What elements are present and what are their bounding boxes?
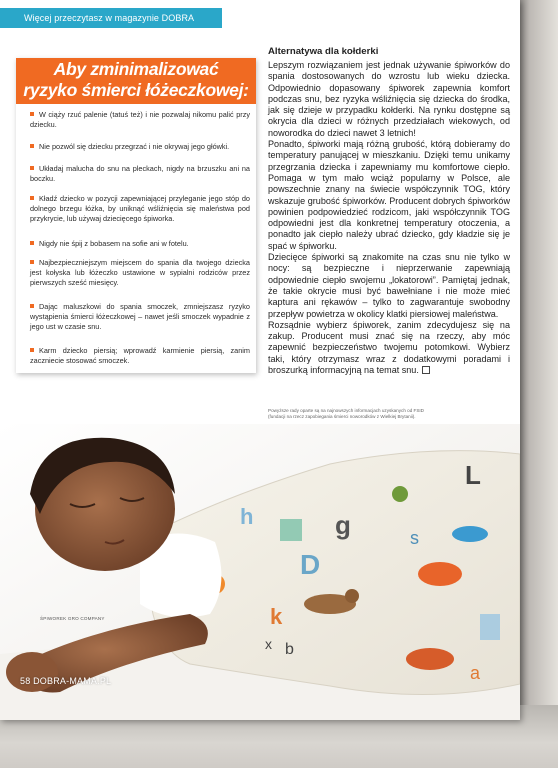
bullet-icon	[30, 348, 34, 352]
article-paragraph	[268, 320, 510, 376]
article-paragraph: Lepszym rozwiązaniem jest jednak używanie śpiworków do spania dostosowanych do wzrostu lub wieku dziecka. Odpowiednio dopasowany śpiworek zapewnia komfort podczas snu, bez ryzyka wśliźnięcia się dziecka do środka, jak się dzieje w przypadku kołderki. Na rynku dostępne są okrycia dla dzieci w różnych przedziałach wiekowych, od noworodka do dzieci nawet 3 letnich!	[268, 60, 510, 138]
end-of-article-icon	[422, 366, 430, 374]
tip-item	[30, 142, 250, 152]
tip-text: Układaj malucha do snu na pleckach, nigdy na brzuszku ani na boczku.	[30, 164, 250, 184]
tip-text: W ciąży rzuć palenie (tatuś też) i nie pozwalaj nikomu palić przy dziecku.	[30, 110, 250, 130]
sack-letter: L	[465, 460, 481, 490]
print-block-icon	[280, 519, 302, 541]
tip-item	[30, 239, 250, 249]
article-column	[268, 46, 510, 376]
sack-letter: k	[270, 604, 283, 629]
sack-letter: g	[335, 510, 351, 540]
tip-text: Kładź dziecko w pozycji zapewniającej przyleganie jego stóp do dolnego brzegu łóżka, by uniknąć wśliźnięcia się maleństwa pod przykrycie, lub używaj dziecięcego śpiworka.	[30, 194, 250, 224]
bullet-icon	[30, 241, 34, 245]
article-heading: Alternatywa dla kołderki	[268, 46, 379, 57]
bullet-icon	[30, 260, 34, 264]
tip-text: Najbezpieczniejszym miejscem do spania dla twojego dziecka jest kołyska lub łóżeczko ustawione w sypialni rodziców przez pierwszych sześć miesięcy.	[30, 258, 250, 288]
article-paragraph: Dziecięce śpiworki są znakomite na czas snu nie tylko w nocy: są bezpieczne i nieprzerwanie zapewniają odpowiednie ciepło swojemu „lokatorowi”. Pamiętaj jednak, że takie okrycie musi być bawełniane i nie może mieć kaptura ani rękawów – tylko to zagwarantuje swobodny przepływ powietrza w okolicy klatki piersiowej maleństwa.	[268, 252, 510, 319]
photo-credit: ŚPIWOREK GRO COMPANY	[40, 616, 105, 621]
print-dog-head-icon	[345, 589, 359, 603]
tip-item	[30, 258, 250, 289]
article-paragraph: Ponadto, śpiworki mają różną grubość, którą dobieramy do temperatury panującej w mieszkaniu. Dzięki temu unikamy przegrzania dziecka i zapewniamy mu komfortowe ciepło. Pomaga w tym mało wciąż popularny w Polsce, ale powszechnie znany na świecie współczynnik TOG, który wskazuje grubość śpiworków. Producent dobrych śpiworków powinien podpowiedzieć rodzicom, jaki współczynnik TOG odpowiedni jest dla konkretnej temperatury otoczenia, a ponadto jak ciepło należy ubrać dziecko, gdy kładzie się je spać w śpiworku.	[268, 139, 510, 251]
magazine-banner[interactable]: Więcej przeczytasz w magazynie DOBRA MAMA	[0, 8, 222, 28]
print-block-icon	[480, 614, 500, 640]
sack-letter: h	[240, 504, 254, 529]
bullet-icon	[30, 304, 34, 308]
tip-text: Dając maluszkowi do spania smoczek, zmniejszasz ryzyko wystąpienia śmierci łóżeczkowej – nawet jeśli smoczek wypadnie z jego ust w czasie snu.	[30, 302, 250, 332]
print-fox-icon	[418, 562, 462, 586]
baby-hand	[6, 652, 58, 692]
article-paragraph-text: Rozsądnie wybierz śpiworek, zanim zdecydujesz się na zakup. Producent musi znać się na rzeczy, aby móc zapewnić bezpieczeństwo twojemu potomkowi. Wybierz taki, który otrzymasz wraz z dodatkowymi poradami i broszurką informacyjną na temat snu.	[268, 319, 510, 376]
tips-box-header	[16, 58, 256, 104]
bullet-icon	[30, 144, 34, 148]
sack-letter: b	[285, 641, 294, 658]
sack-letter: D	[300, 549, 321, 580]
print-bird-icon	[452, 526, 488, 542]
source-note-line: (fundacji na rzecz zapobiegania śmierci noworodków z Wielkiej Brytanii).	[268, 414, 416, 419]
tip-text: Karm dziecko piersią; wprowadź karmienie piersią, zanim zaczniecie stosować smoczek.	[30, 346, 250, 366]
print-fox-icon	[406, 648, 454, 670]
page-folio[interactable]: 58 DOBRA-MAMA.PL	[20, 676, 112, 686]
tips-title-line2: ryzyko śmierci łóżeczkowej:	[23, 80, 249, 100]
tip-text: Nigdy nie śpij z bobasem na sofie ani w fotelu.	[39, 239, 189, 248]
bullet-icon	[30, 166, 34, 170]
tip-text: Nie pozwól się dziecku przegrzać i nie okrywaj jego główki.	[39, 142, 230, 151]
tip-item	[30, 194, 250, 225]
tip-item	[30, 346, 250, 366]
tips-box-title	[16, 59, 256, 101]
tips-title-line1: Aby zminimalizować	[53, 59, 219, 79]
sack-letter: a	[470, 663, 481, 683]
tip-item	[30, 164, 250, 184]
sack-letter: x	[265, 636, 272, 652]
tip-item	[30, 302, 250, 333]
sack-letter: s	[410, 528, 419, 548]
tip-item	[30, 110, 250, 130]
source-note-line: Powyższe rady oparte są na najnowszych informacjach uzyskanych od FSID	[268, 408, 425, 413]
source-note	[268, 408, 468, 420]
tips-box	[16, 58, 256, 373]
bullet-icon	[30, 112, 34, 116]
scan-right-edge	[520, 0, 558, 768]
bullet-icon	[30, 196, 34, 200]
print-turtle-icon	[392, 486, 408, 502]
